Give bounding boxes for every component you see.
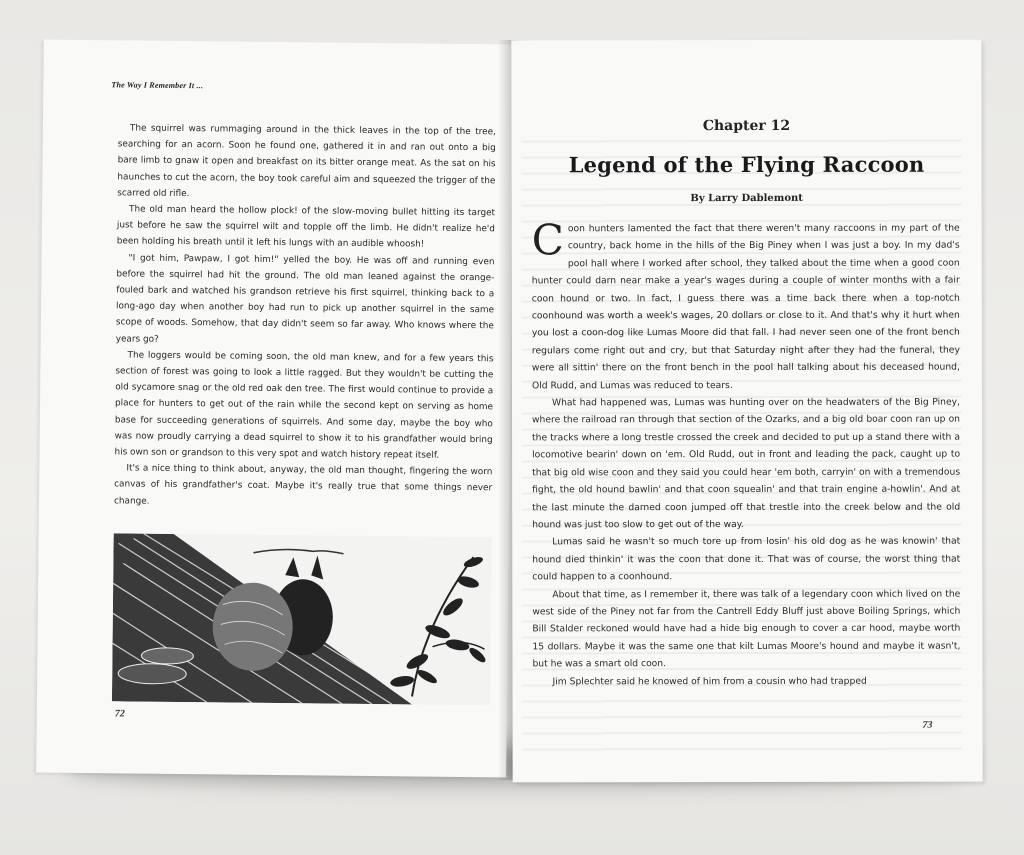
right-page-body	[531, 215, 961, 691]
drop-cap: C	[531, 215, 564, 265]
left-page-body	[114, 120, 496, 513]
running-head: The Way I Remember It ...	[111, 80, 204, 91]
chapter-title: Legend of the Flying Raccoon	[568, 151, 925, 178]
author-byline: By Larry Dablemont	[690, 192, 803, 205]
left-paragraph: The squirrel was rummaging around in the thick leaves in the top of the tree, searching for an acorn. Soon he found one, gathered it in and ran out onto a big bare limb to gnaw it open and breakfast on its bitter orange meat. As the sat on his haunches to cut the acorn, the boy took careful aim and squeezed the trigger of the scarred old rifle.	[117, 123, 496, 199]
right-paragraph: What had happened was, Lumas was hunting over on the headwaters of the Big Piney, where the railroad ran through that section of the Ozarks, and a big old boar coon ran up on the tracks where a long trestle crossed the creek and decided to put up a stand there with a locomotive bearin' down on 'em. Old Rudd, out in front and leading the pack, caught up to that big old wise coon and they said you could hear 'em both, carryin' on with a tremendous fight, the old hound bawlin' and that coon squealin' and that train engine a-howlin'. And at the last minute the darned coon jumped off that trestle into the creek below and the old hound was just too slow to get out of the way.	[532, 396, 961, 531]
left-paragraph: The loggers would be coming soon, the old man knew, and for a few years this section of forest was going to look a little ragged. But they wouldn't be cutting the old sycamore snag or the old red oak den tree. The first would continue to provide a place for hunters to get out of the rain while the second kept on serving as home base for succeeding generations of squirrels. And some day, maybe the boy who was now proudly carrying a dead squirrel to show it to his grandfather would bring his own son or grandson to this very spot and watch history repeat itself.	[114, 350, 494, 461]
left-page	[36, 40, 514, 778]
right-page	[511, 40, 982, 783]
right-paragraph	[531, 215, 960, 395]
page-number-left: 72	[114, 708, 125, 720]
squirrel-drawing-icon	[112, 533, 492, 705]
first-paragraph-text: oon hunters lamented the fact that there weren't many raccoons in my part of the country, back home in the hills of the Big Piney when I was just a boy. In my dad's pool hall where I worked after school, they talked about the time when a good coon hunter could darn near make a year's wages during a couple of winter months with a fair coon hound or two. In fact, I guess there was a time back there when a top-notch coonhound was worth a week's wages, 20 dollars or close to it. And that's why it hurt when you lost a coon-dog like Lumas Moore did that fall. I had never seen one of the front bench regulars come right out and cry, but that Saturday night after they had the funeral, they were all sittin' there on the front bench in the pool hall talking about his deceased hound, Old Rudd, and Lumas was reduced to tears.	[531, 222, 960, 392]
right-paragraph: About that time, as I remember it, there was talk of a legendary coon which lived on the west side of the Piney not far from the Cantrell Eddy Bluff just above Boiling Springs, which Bill Stalder reckoned would have had a hide big enough to cover a car hood, maybe worth 15 dollars. Maybe it was the same one that kilt Lumas Moore's hound and maybe it wasn't, but he was a smart old coon.	[532, 588, 961, 670]
chapter-heading: Chapter 12	[702, 117, 791, 135]
squirrel-illustration	[112, 533, 492, 705]
right-paragraph: Lumas said he wasn't so much tore up from losin' his old dog as he was knowin' that hound died thinkin' it was the coon that done it. That was of course, the worst thing that could happen to a coonhound.	[532, 535, 961, 583]
right-paragraph: Jim Splechter said he knowed of him from a cousin who had trapped	[552, 675, 867, 687]
left-paragraph: "I got him, Pawpaw, I got him!" yelled the boy. He was off and running even before the squirrel had hit the ground. The old man leaned against the orange-fouled bark and watched his grandson retrieve his first squirrel, thinking back to a long-ago day when another boy had run to pick up another squirrel in the same scope of woods. Somehow, that day didn't seem so far away. Who knows where the years go?	[115, 253, 495, 345]
left-paragraph: The old man heard the hollow plock! of the slow-moving bullet hitting its target just before he saw the squirrel wilt and topple off the limb. He didn't realize he'd been holding his breath until it left his lungs with an audible whoosh!	[116, 204, 496, 250]
page-number-right: 73	[922, 719, 933, 731]
left-paragraph: It's a nice thing to think about, anyway, the old man thought, fingering the worn canvas of his grandfather's coat. Maybe it's really true that some things never change.	[113, 463, 493, 507]
